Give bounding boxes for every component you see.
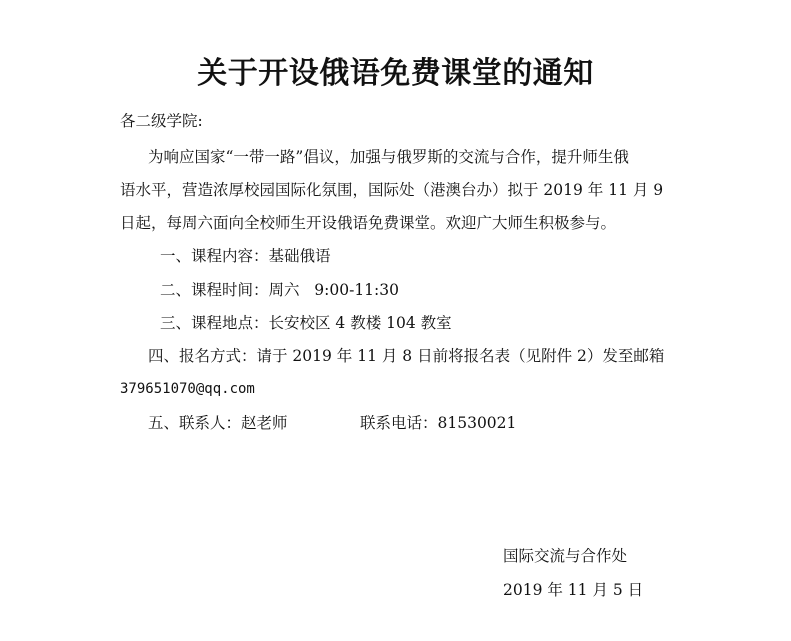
- contact-row: [148, 413, 517, 433]
- registration-email: 379651070@qq.com: [120, 381, 255, 397]
- course-time-item: 二、课程时间：周六 9:00-11:30: [160, 281, 399, 299]
- contact-phone: 联系电话：81530021: [360, 414, 517, 432]
- paragraph-line-3: 日起，每周六面向全校师生开设俄语免费课堂。欢迎广大师生积极参与。: [120, 214, 617, 232]
- document-title: 关于开设俄语免费课堂的通知: [197, 56, 594, 91]
- greeting: 各二级学院:: [120, 112, 203, 130]
- signature-date: 2019 年 11 月 5 日: [503, 581, 644, 599]
- course-location-item: 三、课程地点：长安校区 4 教楼 104 教室: [160, 314, 452, 332]
- course-content-item: 一、课程内容：基础俄语: [160, 247, 331, 265]
- contact-person: 五、联系人：赵老师: [148, 414, 288, 432]
- registration-item: 四、报名方式：请于 2019 年 11 月 8 日前将报名表（见附件 2）发至邮箱: [148, 347, 665, 365]
- signature-organization: 国际交流与合作处: [503, 547, 628, 565]
- paragraph-line-1: 为响应国家“一带一路”倡议，加强与俄罗斯的交流与合作，提升师生俄: [148, 148, 629, 166]
- paragraph-line-2: 语水平，营造浓厚校园国际化氛围，国际处（港澳台办）拟于 2019 年 11 月 9: [120, 181, 664, 199]
